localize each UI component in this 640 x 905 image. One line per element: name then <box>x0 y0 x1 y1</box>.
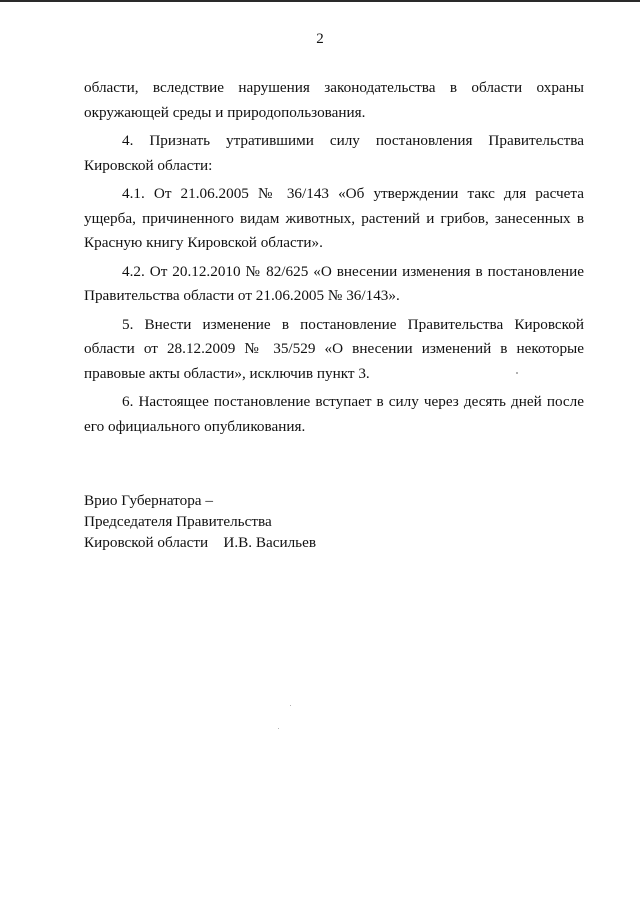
scan-speck <box>516 372 518 374</box>
paragraph-item-5: 5. Внести изменение в постановление Правительства Кировской области от 28.12.2009 № 35/529 «О внесении изменений в некоторые правовые акты области», исключив пункт 3. <box>84 315 584 382</box>
scan-speck <box>278 728 279 729</box>
signature-title-line-1: Врио Губернатора – <box>84 492 213 509</box>
paragraph-item-4: 4. Признать утратившими силу постановления Правительства Кировской области: <box>84 132 584 174</box>
signature-block <box>84 490 404 553</box>
signature-title-and-name: Кировской области И.В. Васильев <box>84 534 316 551</box>
document-body <box>84 76 584 443</box>
paragraph-continuation: области, вследствие нарушения законодательства в области охраны окружающей среды и природопользования. <box>84 79 584 121</box>
paragraph-item-4-1: 4.1. От 21.06.2005 № 36/143 «Об утверждении такс для расчета ущерба, причиненного видам животных, растений и грибов, занесенных в Красную книгу Кировской области». <box>84 185 584 251</box>
paragraph-item-4-2: 4.2. От 20.12.2010 № 82/625 «О внесении изменения в постановление Правительства области от 21.06.2005 № 36/143». <box>84 262 584 304</box>
paragraph-item-6: 6. Настоящее постановление вступает в силу через десять дней после его официального опубликования. <box>84 393 584 435</box>
scan-speck <box>290 705 291 706</box>
signature-title-line-2: Председателя Правительства <box>84 513 272 530</box>
page-number: 2 <box>316 31 324 47</box>
top-border-line <box>0 0 640 2</box>
